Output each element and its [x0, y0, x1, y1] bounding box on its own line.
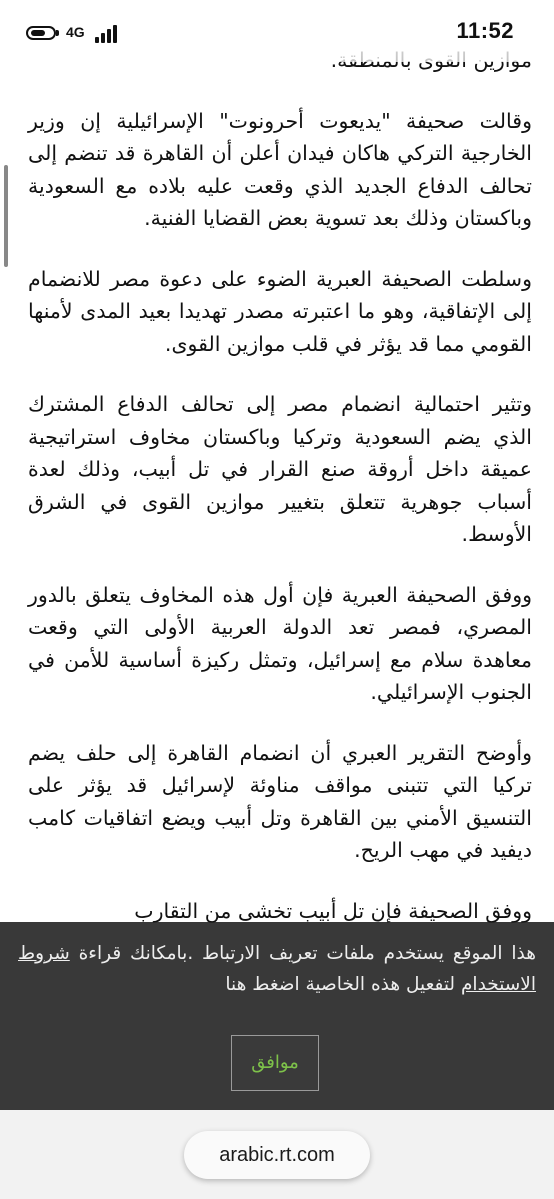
signal-icon: [95, 25, 119, 43]
article-paragraph: وأوضح التقرير العبري أن انضمام القاهرة إلى حلف يضم تركيا التي تتبنى مواقف مناوئة لإسرائيل قد يؤثر على التنسيق الأمني بين القاهرة وتل أبيب ويضع اتفاقيات كامب ديفيد في مهب الريح.: [28, 740, 532, 862]
network-type: 4G: [66, 24, 85, 40]
status-bar: [0, 0, 554, 62]
browser-toolbar: [0, 1110, 554, 1199]
article-paragraph: وسلطت الصحيفة العبرية الضوء على دعوة مصر للانضمام إلى الإتفاقية، وهو ما اعتبرته مصدر تهديدا بعيد المدى لأمنها القومي مما قد يؤثر في قلب موازين القوى.: [28, 266, 532, 356]
article-paragraph: ووفق الصحيفة فإن تل أبيب تخشى من التقارب: [134, 898, 532, 923]
cookie-text-after: لتفعيل هذه الخاصية اضغط هنا: [225, 974, 456, 995]
address-bar[interactable]: arabic.rt.com: [184, 1131, 370, 1179]
article-paragraph: وقالت صحيفة "يديعوت أحرونوت" الإسرائيلية إن وزير الخارجية التركي هاكان فيدان أعلن أن القاهرة قد تنضم إلى تحالف الدفاع الجديد الذي وقعت عليه بلاده مع السعودية وباكستان وذلك بعد تسوية بعض القضايا الفنية.: [28, 108, 532, 230]
clock: 11:52: [456, 18, 514, 43]
article-paragraph: ووفق الصحيفة العبرية فإن أول هذه المخاوف يتعلق بالدور المصري، فمصر تعد الدولة العربية الأولى التي وقعت معاهدة سلام مع إسرائيل، وتمثل ركيزة أساسية للأمن في الجنوب الإسرائيلي.: [28, 582, 532, 704]
article-paragraph: وتثير احتمالية انضمام مصر إلى تحالف الدفاع المشترك الذي يضم السعودية وتركيا وباكستان مخاوف استراتيجية عميقة داخل أروقة صنع القرار في تل أبيب، وذلك لعدة أسباب جوهرية تتعلق بتغيير موازين القوى في الشرق الأوسط.: [28, 392, 532, 546]
battery-cap: [56, 30, 59, 36]
battery-icon: [26, 26, 56, 40]
scroll-indicator[interactable]: [4, 165, 8, 267]
accept-cookies-button[interactable]: موافق: [231, 1035, 319, 1091]
terms-link[interactable]: شروط الاستخدام: [18, 943, 536, 995]
cookie-text-before: هذا الموقع يستخدم ملفات تعريف الارتباط .بامكانك قراءة: [78, 943, 536, 964]
cookie-message: [18, 938, 536, 1000]
cookie-banner: [0, 922, 554, 1110]
